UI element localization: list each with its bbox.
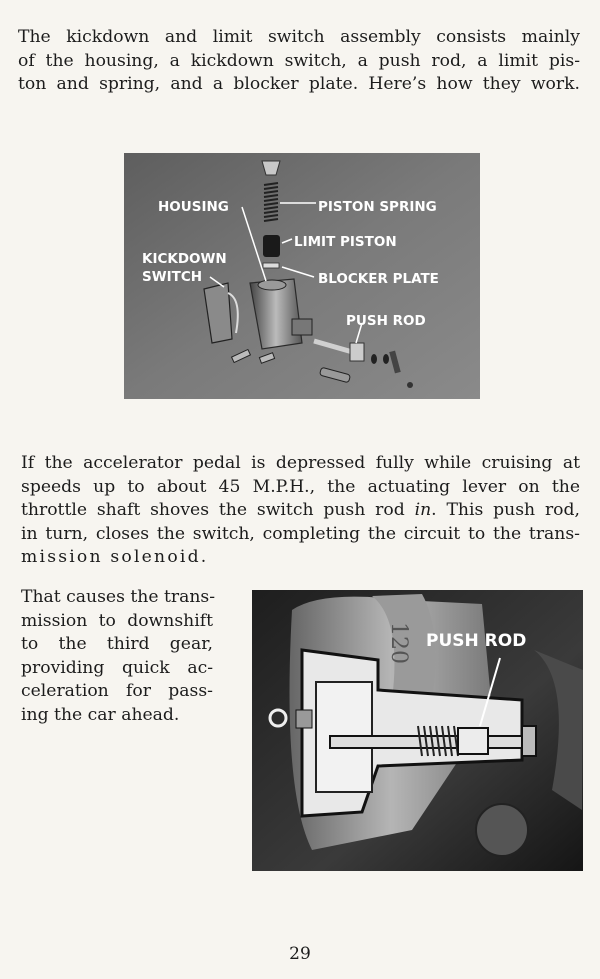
text-line: to the third gear, <box>21 634 213 654</box>
label-piston-spring: PISTON SPRING <box>318 199 437 215</box>
label-push-rod-2: PUSH ROD <box>426 631 527 651</box>
label-limit-piston: LIMIT PISTON <box>294 234 397 250</box>
svg-text:120: 120 <box>386 622 411 664</box>
label-push-rod: PUSH ROD <box>346 313 426 329</box>
page-number: 29 <box>289 944 311 964</box>
text-line: in turn, closes the switch, completing the circuit to the trans- <box>21 523 580 544</box>
text-line: speeds up to about 45 M.P.H., the actuating lever on the <box>21 476 580 497</box>
text-fragment: . This push rod, <box>431 500 580 520</box>
text-line: mission solenoid. <box>21 547 209 567</box>
text-line: of the housing, a kickdown switch, a push rod, a limit pis- <box>18 50 580 71</box>
emphasis-in: in <box>414 500 432 520</box>
text-line: mission to downshift <box>21 610 213 631</box>
text-fragment: throttle shaft shoves the switch push rod <box>21 500 405 520</box>
side-paragraph <box>21 586 216 727</box>
text-line: If the accelerator pedal is depressed fully while cruising at <box>21 453 580 473</box>
text-line: providing quick ac- <box>21 657 213 678</box>
label-kickdown: KICKDOWN <box>142 251 227 267</box>
text-line <box>21 499 580 523</box>
label-switch: SWITCH <box>142 269 203 285</box>
text-line: ton and spring, and a blocker plate. Here’s how they work. <box>18 74 580 94</box>
text-line: The kickdown and limit switch assembly consists mainly <box>18 27 580 47</box>
push-rod-cutaway-photo <box>252 590 583 871</box>
label-housing: HOUSING <box>158 199 229 215</box>
label-blocker-plate: BLOCKER PLATE <box>318 271 439 287</box>
kickdown-assembly-photo <box>124 153 480 399</box>
body-paragraph <box>21 452 580 570</box>
assembly-illustration <box>124 153 480 399</box>
intro-paragraph <box>18 26 580 97</box>
text-line: celeration for pass- <box>21 681 213 701</box>
cutaway-illustration <box>252 590 583 871</box>
text-line: That causes the trans- <box>21 587 216 607</box>
text-line: ing the car ahead. <box>21 704 180 725</box>
